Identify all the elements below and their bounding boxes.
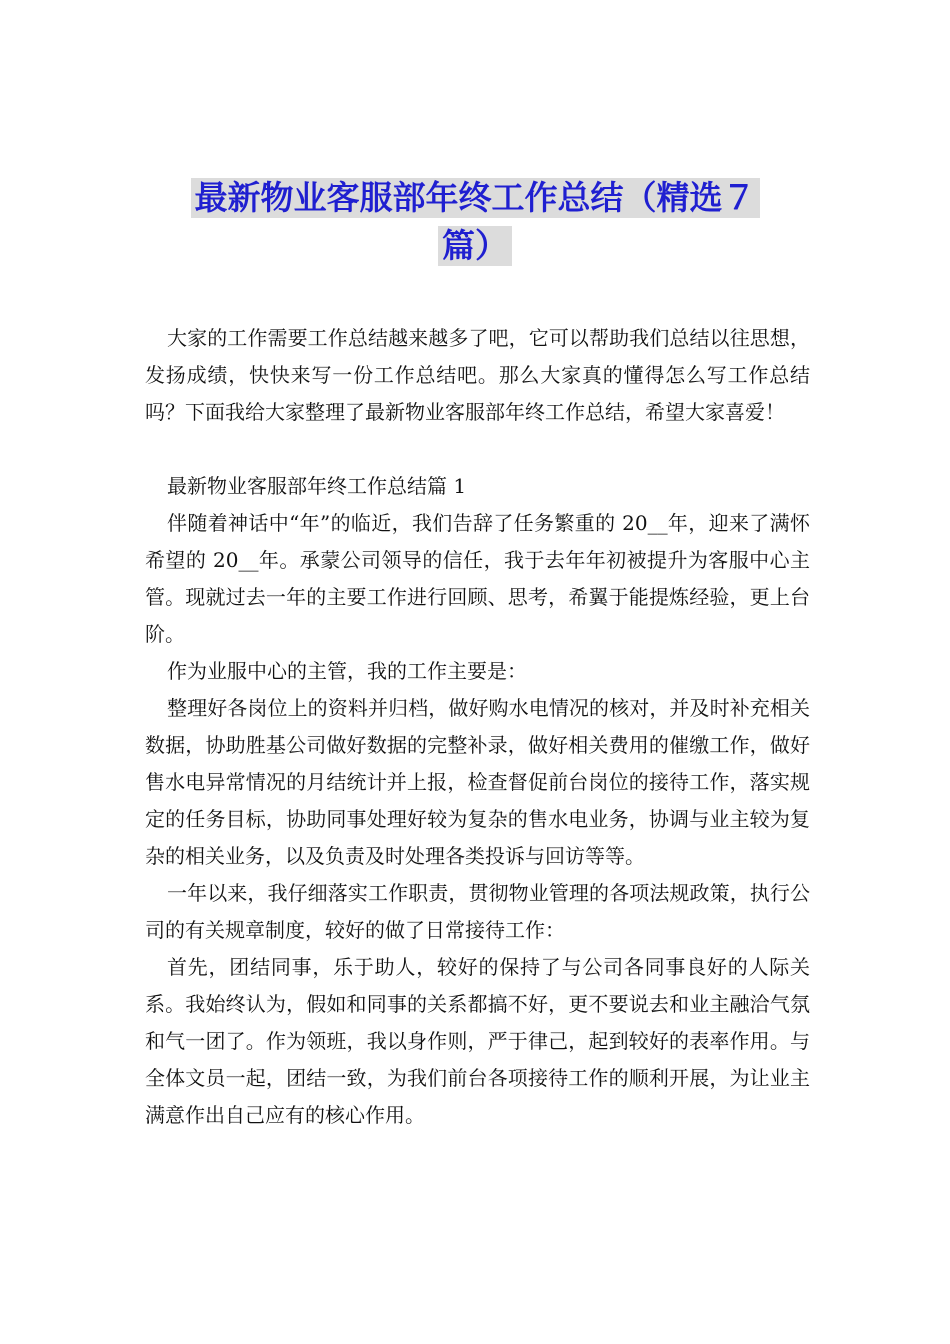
title-line-1: 最新物业客服部年终工作总结（精选７	[191, 178, 760, 218]
section-heading: 最新物业客服部年终工作总结篇 1	[167, 474, 467, 498]
paragraph-gap	[145, 431, 810, 468]
intro-paragraph: 大家的工作需要工作总结越来越多了吧，它可以帮助我们总结以往思想，发扬成绩，快快来写一份工作总结吧。那么大家真的懂得怎么写工作总结吗？下面我给大家整理了最新物业客服部年终工作总结，希望大家喜爱！	[145, 326, 810, 424]
body-paragraph-2: 作为业服中心的主管，我的工作主要是：	[167, 659, 527, 683]
body-paragraph-1: 伴随着神话中“年”的临近，我们告辞了任务繁重的 20__年，迎来了满怀希望的 20__年。承蒙公司领导的信任，我于去年年初被提升为客服中心主管。现就过去一年的主要工作进行回顾、思考，希翼于能提炼经验，更上台阶。	[145, 511, 810, 646]
document-title	[120, 178, 830, 266]
title-line-2: 篇）	[438, 226, 512, 266]
body-paragraph-5: 首先，团结同事，乐于助人，较好的保持了与公司各同事良好的人际关系。我始终认为，假如和同事的关系都搞不好，更不要说去和业主融洽气氛和气一团了。作为领班，我以身作则，严于律己，起到较好的表率作用。与全体文员一起，团结一致，为我们前台各项接待工作的顺利开展，为让业主满意作出自己应有的核心作用。	[145, 955, 810, 1127]
body-paragraph-3: 整理好各岗位上的资料并归档，做好购水电情况的核对，并及时补充相关数据，协助胜基公司做好数据的完整补录，做好相关费用的催缴工作，做好售水电异常情况的月结统计并上报，检查督促前台岗位的接待工作，落实规定的任务目标，协助同事处理好较为复杂的售水电业务，协调与业主较为复杂的相关业务，以及负责及时处理各类投诉与回访等等。	[145, 696, 810, 868]
body-paragraph-4: 一年以来，我仔细落实工作职责，贯彻物业管理的各项法规政策，执行公司的有关规章制度，较好的做了日常接待工作：	[145, 881, 810, 942]
document-body	[145, 320, 810, 1134]
